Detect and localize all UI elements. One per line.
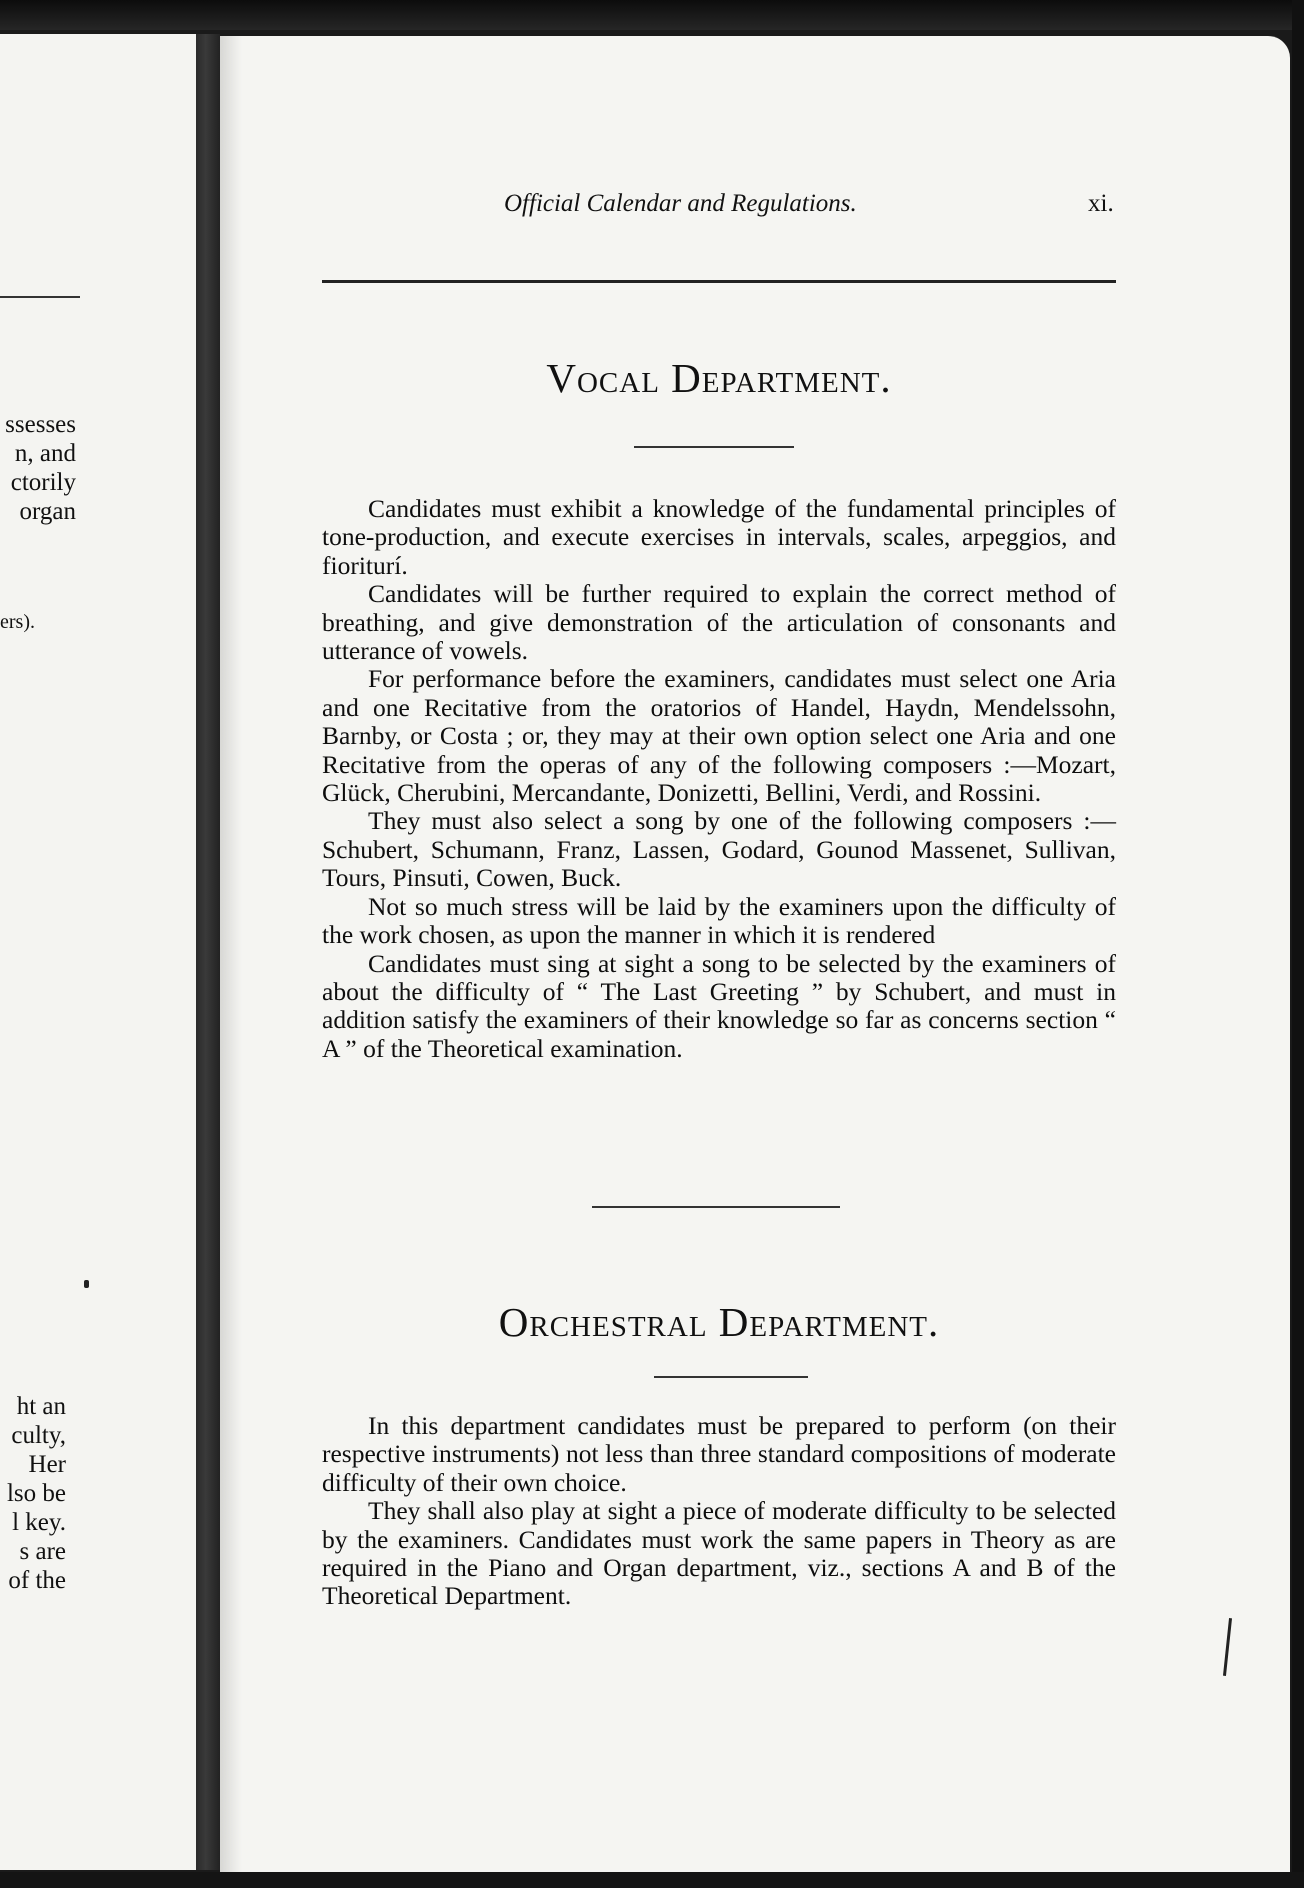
page-number: xi. xyxy=(1088,190,1114,217)
vocal-department-title: Vocal Department. xyxy=(546,355,892,401)
orchestral-department-body xyxy=(322,1412,1116,1611)
vocal-paragraph: Candidates must exhibit a knowledge of the fundamental principles of tone-production, and execute exercises in intervals, scales, arpeggios, and fioriturí. xyxy=(322,494,1116,580)
previous-page-rule xyxy=(0,296,80,298)
vocal-paragraph: They must also select a song by one of the following composers :—Schubert, Schumann, Franz, Lassen, Godard, Gounod Massenet, Sullivan, Tours, Pinsuti, Cowen, Buck. xyxy=(322,806,1116,893)
section-divider-rule xyxy=(592,1206,840,1208)
previous-page-fragment: of the xyxy=(8,1567,66,1594)
previous-page-fragment: Her xyxy=(28,1451,66,1478)
previous-page-fragment: ers). xyxy=(0,611,35,633)
orchestral-paragraph: In this department candidates must be prepared to perform (on their respective instruments) not less than three standard compositions of moderate difficulty of their own choice. xyxy=(322,1411,1116,1497)
book-gutter xyxy=(196,34,220,1870)
previous-page-fragment: lso be xyxy=(6,1480,66,1507)
orchestral-department-title: Orchestral Department. xyxy=(498,1299,940,1345)
running-head-title: Official Calendar and Regulations. xyxy=(504,190,857,217)
stray-ink-speck xyxy=(84,1280,89,1288)
vocal-paragraph: Candidates will be further required to explain the correct method of breathing, and give demonstration of the articulation of consonants and utterance of vowels. xyxy=(322,579,1116,666)
vocal-paragraph: Candidates must sing at sight a song to be selected by the examiners of about the difficulty of “ The Last Greeting ” by Schubert, and must in addition satisfy the examiners of their knowledge so far as concerns section “ A ” of the Theoretical examination. xyxy=(322,948,1116,1063)
scan-border-top xyxy=(0,0,1304,30)
previous-page-fragment: organ xyxy=(19,498,76,525)
orchestral-title-rule xyxy=(654,1376,808,1378)
gutter-shadow xyxy=(220,36,242,1872)
running-head xyxy=(0,190,1304,230)
previous-page-fragment: s are xyxy=(19,1538,66,1565)
vocal-paragraph: Not so much stress will be laid by the examiners upon the difficulty of the work chosen, as upon the manner in which it is rendered xyxy=(322,891,1116,950)
header-rule xyxy=(322,280,1116,283)
previous-page-fragment: n, and xyxy=(14,440,76,467)
previous-page-edge xyxy=(0,34,196,1870)
previous-page-fragment: l key. xyxy=(12,1509,66,1536)
scan-border-bottom xyxy=(0,1872,1304,1888)
scan-border-right xyxy=(1292,0,1304,1888)
orchestral-paragraph: They shall also play at sight a piece of moderate difficulty to be selected by the examiners. Candidates must work the same papers in Theory as are required in the Piano and Organ department, viz., sections A and B of the Theoretical Department. xyxy=(322,1496,1116,1611)
vocal-title-rule xyxy=(634,446,794,448)
previous-page-fragment: ctorily xyxy=(10,469,76,496)
previous-page-fragment: ht an xyxy=(16,1393,66,1420)
vocal-paragraph: For performance before the examiners, candidates must select one Aria and one Recitative from the oratorios of Handel, Haydn, Mendelssohn, Barnby, or Costa ; or, they may at their own option select one Aria and one Recitative from the operas of any of the following composers :—Mozart, Glück, Cherubini, Mercandante, Donizetti, Bellini, Verdi, and Rossini. xyxy=(322,664,1116,808)
previous-page-fragment: ssesses xyxy=(5,411,76,438)
previous-page-fragment: culty, xyxy=(11,1422,66,1449)
vocal-department-body xyxy=(322,495,1116,1063)
